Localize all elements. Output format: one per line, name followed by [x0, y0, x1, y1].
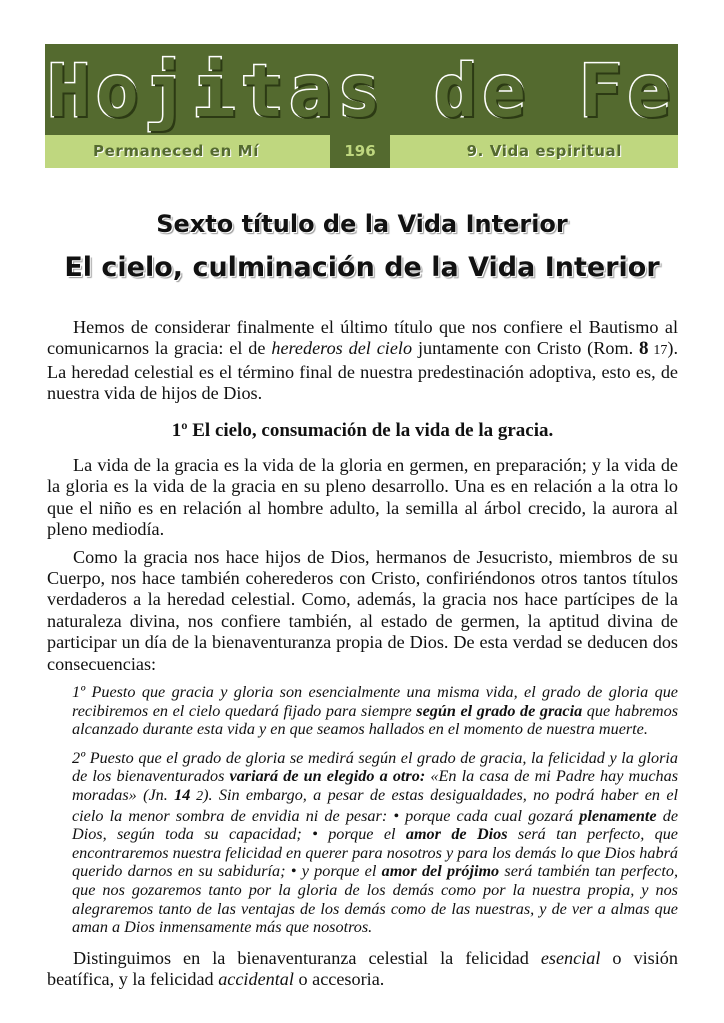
paragraph-1: La vida de la gracia es la vida de la gloria en germen, en preparación; y la vida de la gloria es la vida de la gracia en su pleno desarrollo. Una es en relación a la otra lo que el niño es en relación al hombre adulto, la semilla al árbol crecido, la aurora al pleno mediodía.	[47, 455, 678, 540]
article-body	[47, 317, 678, 991]
publication-title: Hojitas de Fe	[47, 49, 676, 133]
article-title-line1: Sexto título de la Vida Interior	[156, 210, 568, 238]
closing-paragraph: Distinguimos en la bienaventuranza celestial la felicidad esencial o visión beatífica, y la felicidad accidental o accesoria.	[47, 947, 678, 990]
category-label: 9. Vida espiritual	[466, 142, 622, 160]
issue-number: 196	[330, 135, 390, 168]
consequence-1: 1º Puesto que gracia y gloria son esencialmente una misma vida, el grado de gloria que recibiremos en el cielo quedará fijado para siempre según el grado de gracia que habremos alcanzado durante esta vida y en que seamos hallados en el momento de nuestra muerte.	[72, 683, 679, 739]
paragraph-2: Como la gracia nos hace hijos de Dios, hermanos de Jesucristo, miembros de su Cuerpo, nos hace también coherederos con Cristo, confiriéndonos otros tantos títulos verdaderos a la heredad celestial. Como, además, la gracia nos hace partícipes de la naturaleza divina, nos confiere también, al estado de germen, la aptitud divina de participar un día de la bienaventuranza propia de Dios. De esta verdad se deducen dos consecuencias:	[47, 546, 678, 674]
intro-paragraph: Hemos de considerar finalmente el último título que nos confiere el Bautismo al comunicarnos la gracia: el de herederos del cielo juntamente con Cristo (Rom. 8 17). La heredad celestial es el término final de nuestra predestinación adoptiva, esto es, de nuestra vida de hijos de Dios.	[47, 317, 678, 404]
header-banner	[45, 44, 678, 168]
series-label: Permaneced en Mí	[93, 142, 259, 160]
section-heading: 1º El cielo, consumación de la vida de la gracia.	[171, 419, 554, 441]
banner-subtitle-bar	[45, 135, 678, 168]
consequence-2: 2º Puesto que el grado de gloria se medirá según el grado de gracia, la felicidad y la gloria de los bienaventurados variará de un elegido a otro: «En la casa de mi Padre hay muchas moradas» (Jn. 14 2). Sin embargo, a pesar de estas desigualdades, no podrá haber en el cielo la menor sombra de envidia ni de pesar: • porque cada cual gozará plenamente de Dios, según toda su capacidad; • porque el amor de Dios será tan perfecto, que encontraremos nuestra felicidad en querer para nosotros y para los demás lo que Dios habrá querido darnos en su sabiduría; • y porque el amor del prójimo será también tan perfecto, que nos gozaremos tanto por la gloria de los demás como por la nuestra propia, y nos alegraremos tanto de las ventajas de los demás como de las nuestras, y de ver a almas que aman a Dios inmensamente más que nosotros.	[72, 748, 679, 937]
article-title-line2: El cielo, culminación de la Vida Interior	[64, 252, 660, 283]
banner-title-area	[45, 44, 678, 135]
